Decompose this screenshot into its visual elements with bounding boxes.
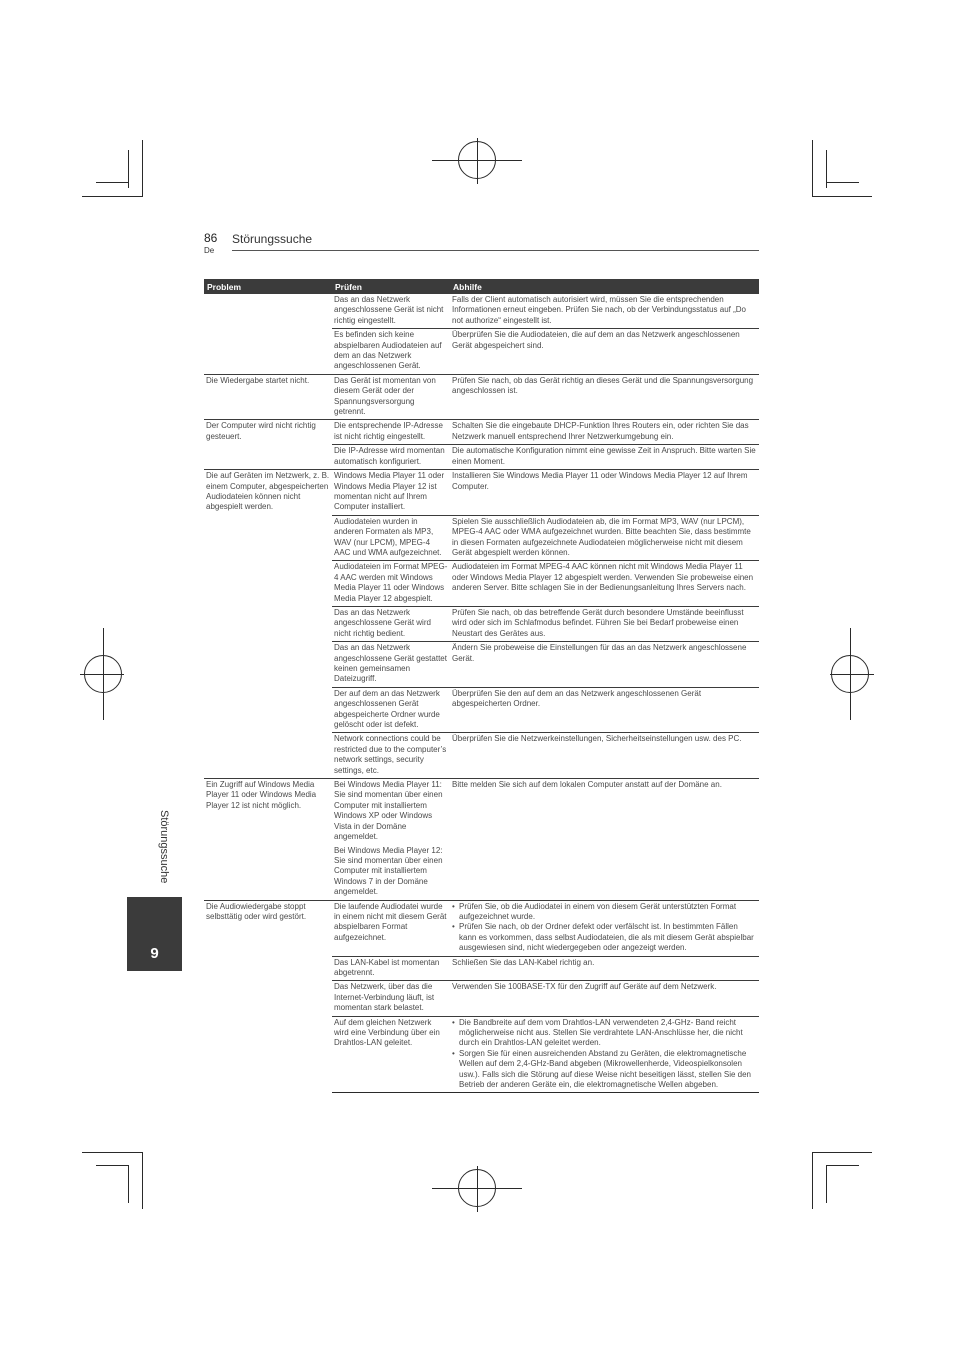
- check-cell: [332, 329, 450, 375]
- check-text: Die laufende Audiodatei wurde in einem nicht mit diesem Gerät abspielbaren Format aufgezeichnet.: [334, 901, 447, 942]
- check-text: Das Gerät ist momentan von diesem Gerät oder der Spannungsversorgung getrennt.: [334, 375, 436, 417]
- check-cell: [332, 515, 450, 561]
- remedy-text: Bitte melden Sie sich auf dem lokalen Computer anstatt auf der Domäne an.: [452, 780, 722, 790]
- remedy-cell: [450, 470, 759, 516]
- problem-cell: Die auf Geräten im Netzwerk, z. B. einem Computer, abgespeicherten Audiodateien können nicht abgespielt werden.: [204, 470, 332, 779]
- column-header-remedy: Abhilfe: [450, 279, 759, 294]
- remedy-cell: [450, 687, 759, 733]
- remedy-bullet: • Die Bandbreite auf dem vom Drahtlos-LAN verwendeten 2,4-GHz- Band reicht möglicherweise nicht aus. Stellen Sie verdrahtete LAN-Anschlüsse her, die nicht durch ein Drahtlos-LAN geleitet werden.: [452, 1018, 757, 1049]
- remedy-bullet-list: [452, 1018, 757, 1091]
- check-text: Auf dem gleichen Netzwerk wird eine Verbindung über ein Drahtlos-LAN geleitet.: [334, 1017, 440, 1048]
- check-text: Bei Windows Media Player 12: Sie sind momentan über einen Computer mit installiertem Windows 7 in der Domäne angemeldet.: [334, 845, 443, 897]
- check-cell: [332, 779, 450, 900]
- check-text: Bei Windows Media Player 11: Sie sind momentan über einen Computer mit installiertem Windows XP oder Windows Vista in der Domäne angemeldet.: [334, 780, 443, 842]
- check-cell: [332, 561, 450, 607]
- remedy-cell: [450, 606, 759, 641]
- remedy-bullet: • Prüfen Sie nach, ob der Ordner defekt oder verfälscht ist. In bestimmten Fällen kann es vorkommen, dass selbst Audiodateien, die als mit diesem Gerät abspielbar ausgewiesen sind, nicht wiedergegeben oder angezeigt werden.: [452, 922, 757, 953]
- remedy-cell: [450, 329, 759, 375]
- table-row: [204, 779, 759, 900]
- check-cell: [332, 374, 450, 420]
- problem-cell: Die Audiowiedergabe stoppt selbsttätig oder wird gestört.: [204, 900, 332, 1093]
- check-cell: [332, 1016, 450, 1093]
- problem-cell: [204, 294, 332, 374]
- troubleshooting-table: [204, 279, 759, 1093]
- table-header-row: [204, 279, 759, 294]
- check-text: Es befinden sich keine abspielbaren Audiodateien auf dem an das Netzwerk angeschlossenen Gerät.: [334, 330, 442, 371]
- remedy-cell: [450, 733, 759, 779]
- remedy-text: Spielen Sie ausschließlich Audiodateien ab, die im Format MP3, WAV (nur LPCM), MPEG-4 AAC oder WMA aufgezeichnet wurden. Bitte beachten Sie, dass bestimmte in diesen Formaten aufgezeichnete Audiodateien möglicherweise nicht mit diesem Gerät abgespielt werden können.: [452, 516, 751, 557]
- check-cell: [332, 956, 450, 981]
- remedy-cell: [450, 420, 759, 445]
- check-text: Audiodateien wurden in anderen Formaten als MP3, WAV (nur LPCM), MPEG-4 AAC und WMA aufgezeichnet.: [334, 516, 442, 557]
- check-text: Der auf dem an das Netzwerk angeschlossenen Gerät abgespeicherte Ordner wurde gelöscht oder ist defekt.: [334, 688, 440, 730]
- check-cell: [332, 900, 450, 956]
- chapter-tab: [127, 897, 182, 971]
- check-text: Windows Media Player 11 oder Windows Media Player 12 ist momentan nicht auf Ihrem Computer installiert.: [334, 471, 445, 512]
- remedy-text: Prüfen Sie nach, ob das betreffende Gerät durch besondere Umstände beeinflusst wird oder sich im Schlafmodus befindet. Führen Sie bei Bedarf probeweise einen Neustart des Gerätes aus.: [452, 607, 744, 638]
- table-row: [204, 470, 759, 516]
- remedy-cell: [450, 561, 759, 607]
- check-cell: [332, 294, 450, 329]
- check-text: Network connections could be restricted due to the computer’s network settings, security settings, etc.: [334, 734, 447, 775]
- table-body: [204, 294, 759, 1093]
- check-text: Audiodateien im Format MPEG-4 AAC werden mit Windows Media Player 11 oder Windows Media Player 12 abgespielt.: [334, 562, 448, 603]
- remedy-cell: [450, 1016, 759, 1093]
- check-text: Die IP-Adresse wird momentan automatisch konfiguriert.: [334, 446, 445, 466]
- remedy-bullet: • Prüfen Sie, ob die Audiodatei in einem von diesem Gerät unterstützten Format aufgezeichnet wurde.: [452, 902, 757, 923]
- remedy-bullet: • Sorgen Sie für einen ausreichenden Abstand zu Geräten, die elektromagnetische Wellen auf dem 2,4-GHz-Band abgeben (Mikrowellenherde, Videospielkonsolen usw.). Falls sich die Störung auf diese Weise nicht beseitigen lässt, stellen Sie den Betrieb der anderen Geräte ein, die elektromagnetische Wellen abgeben.: [452, 1049, 757, 1091]
- problem-cell: Ein Zugriff auf Windows Media Player 11 oder Windows Media Player 12 ist nicht möglich.: [204, 779, 332, 900]
- remedy-bullet-list: [452, 902, 757, 954]
- check-cell: [332, 445, 450, 470]
- check-cell: [332, 420, 450, 445]
- check-cell: [332, 642, 450, 688]
- check-cell: [332, 733, 450, 779]
- check-text: Das LAN-Kabel ist momentan abgetrennt.: [334, 957, 440, 977]
- remedy-text: Überprüfen Sie den auf dem an das Netzwerk angeschlossenen Gerät abgespeicherten Ordner.: [452, 688, 702, 709]
- side-section-label: Störungssuche: [158, 810, 170, 884]
- check-cell: [332, 981, 450, 1016]
- remedy-cell: [450, 515, 759, 561]
- check-cell: [332, 687, 450, 733]
- check-text: Das an das Netzwerk angeschlossene Gerät gestattet keinen gemeinsamen Dateizugriff.: [334, 643, 447, 684]
- remedy-text: Schließen Sie das LAN-Kabel richtig an.: [452, 957, 595, 967]
- remedy-cell: [450, 900, 759, 956]
- remedy-text: Audiodateien im Format MPEG-4 AAC können nicht mit Windows Media Player 11 oder Windows Media Player 12 abgespielt werden. Verwenden Sie probeweise einen anderen Server. Bitte schlagen Sie in der Bedienungsanleitung Ihres Servers nach.: [452, 562, 754, 593]
- remedy-text: Falls der Client automatisch autorisiert wird, müssen Sie die entsprechenden Informationen erneut eingeben. Prüfen Sie nach, ob der Verbindungsstatus auf „Do not authorize“ eingestellt ist.: [452, 295, 746, 325]
- check-text: Das an das Netzwerk angeschlossene Gerät ist nicht richtig eingestellt.: [334, 295, 444, 325]
- remedy-cell: [450, 445, 759, 470]
- remedy-cell: [450, 956, 759, 981]
- check-text: Die entsprechende IP-Adresse ist nicht richtig eingestellt.: [334, 421, 443, 441]
- remedy-text: Prüfen Sie nach, ob das Gerät richtig an dieses Gerät und die Spannungsversorgung angeschlossen ist.: [452, 375, 754, 396]
- table-row: [204, 900, 759, 956]
- remedy-cell: [450, 779, 759, 900]
- check-cell: [332, 470, 450, 516]
- remedy-text: Überprüfen Sie die Netzwerkeinstellungen, Sicherheitseinstellungen usw. des PC.: [452, 734, 742, 744]
- table-row: [204, 420, 759, 445]
- check-text: Das an das Netzwerk angeschlossene Gerät wird nicht richtig bedient.: [334, 607, 431, 638]
- remedy-text: Die automatische Konfiguration nimmt eine gewisse Zeit in Anspruch. Bitte warten Sie einen Moment.: [452, 446, 756, 466]
- page-number: 86: [204, 231, 218, 245]
- language-code: De: [204, 246, 215, 255]
- check-text: Das Netzwerk, über das die Internet-Verbindung läuft, ist momentan stark belastet.: [334, 982, 435, 1013]
- remedy-cell: [450, 294, 759, 329]
- table-row: [204, 374, 759, 420]
- remedy-text: Überprüfen Sie die Audiodateien, die auf dem an das Netzwerk angeschlossenen Gerät abgespeichert sind.: [452, 330, 740, 350]
- column-header-problem: Problem: [204, 279, 332, 294]
- remedy-text: Verwenden Sie 100BASE-TX für den Zugriff auf Geräte auf dem Netzwerk.: [452, 982, 717, 992]
- remedy-cell: [450, 642, 759, 688]
- header-divider: [232, 250, 759, 251]
- remedy-cell: [450, 374, 759, 420]
- problem-cell: Der Computer wird nicht richtig gesteuert.: [204, 420, 332, 470]
- remedy-cell: [450, 981, 759, 1016]
- remedy-text: Installieren Sie Windows Media Player 11 oder Windows Media Player 12 auf Ihrem Computer.: [452, 471, 748, 491]
- section-title: Störungssuche: [232, 232, 313, 246]
- check-cell: [332, 606, 450, 641]
- problem-cell: Die Wiedergabe startet nicht.: [204, 374, 332, 420]
- table-row: [204, 294, 759, 329]
- remedy-text: Schalten Sie die eingebaute DHCP-Funktion Ihres Routers ein, oder richten Sie das Netzwerk manuell entsprechend Ihrer Netzwerkumgebung ein.: [452, 421, 749, 441]
- column-header-check: Prüfen: [332, 279, 450, 294]
- chapter-number: 9: [150, 945, 159, 962]
- remedy-text: Ändern Sie probeweise die Einstellungen für das an das Netzwerk angeschlossene Gerät.: [452, 643, 747, 663]
